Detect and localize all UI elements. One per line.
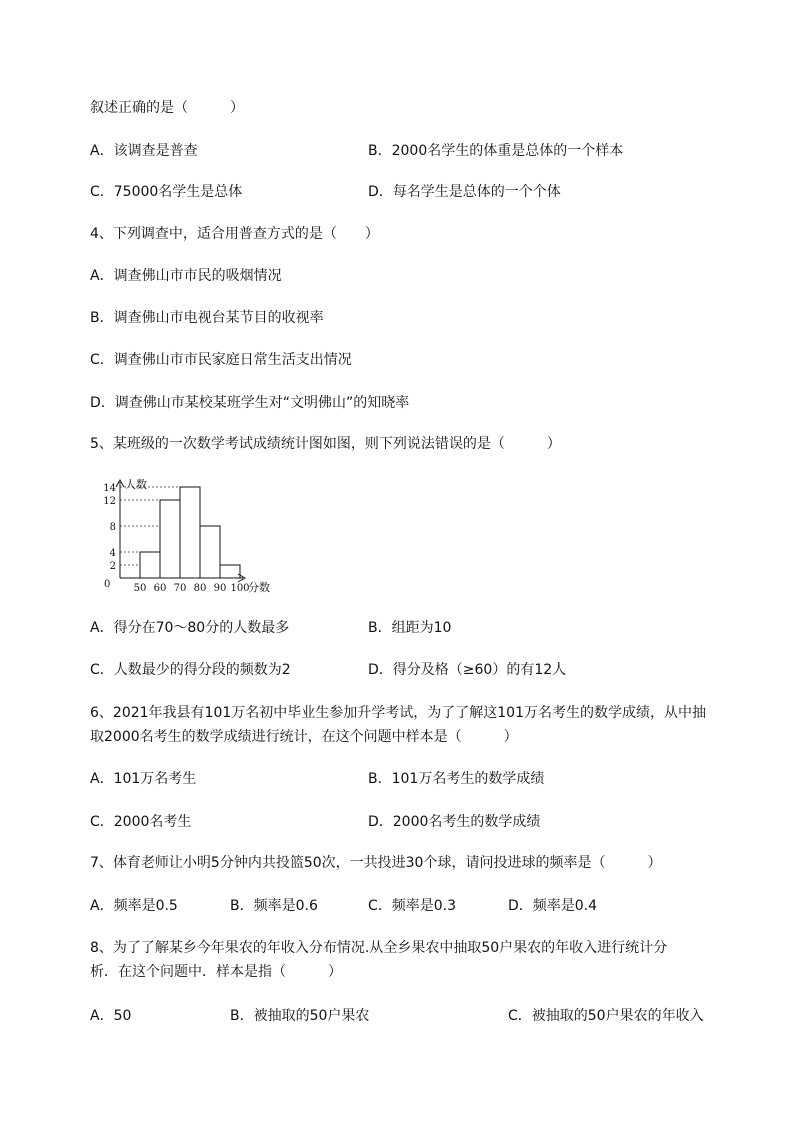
q7-option-c: C．频率是0.3: [368, 898, 457, 914]
q8-option-a: A．50: [90, 1008, 132, 1024]
q5-option-d: D．得分及格（≥60）的有12人: [368, 662, 567, 678]
q4-stem: 4、下列调查中，适合用普查方式的是（ ）: [90, 226, 379, 242]
x-tick-label-90: 90: [213, 583, 227, 594]
histogram-bar-60-70: [160, 500, 180, 578]
q7-stem: 7、体育老师让小明5分钟内共投篮50次，一共投进30个球，请问投进球的频率是（ ）: [90, 855, 662, 871]
y-tick-label-12: 12: [103, 496, 116, 507]
y-tick-label-8: 8: [109, 522, 116, 533]
q6-option-d: D．2000名考生的数学成绩: [368, 814, 541, 830]
x-axis-label: 分数: [248, 581, 270, 594]
score-histogram: [90, 474, 280, 596]
x-tick-label-100: 100: [230, 583, 250, 594]
q5-stem: 5、某班级的一次数学考试成绩统计图如图，则下列说法错误的是（ ）: [90, 436, 561, 452]
y-tick-label-14: 14: [103, 483, 116, 494]
x-tick-label-70: 70: [173, 583, 187, 594]
q6-option-c: C．2000名考生: [90, 814, 192, 830]
q8-stem-line1: 8、为了了解某乡今年果农的年收入分布情况.从全乡果农中抽取50户果农的年收入进行统计分: [90, 940, 668, 956]
q4-option-a: A．调查佛山市市民的吸烟情况: [90, 268, 282, 284]
x-tick-label-50: 50: [133, 583, 147, 594]
origin-label: 0: [104, 579, 111, 590]
q6-option-a: A．101万名考生: [90, 771, 197, 787]
histogram-bar-80-90: [200, 526, 220, 578]
q5-option-a: A．得分在70～80分的人数最多: [90, 620, 290, 636]
q7-option-d: D．频率是0.4: [508, 898, 598, 914]
q7-option-b: B．频率是0.6: [230, 898, 318, 914]
q4-option-b: B．调查佛山市电视台某节目的收视率: [90, 310, 324, 326]
q4-option-c: C．调查佛山市市民家庭日常生活支出情况: [90, 352, 352, 368]
q5-option-c: C．人数最少的得分段的频数为2: [90, 662, 291, 678]
q3-option-b: B．2000名学生的体重是总体的一个样本: [368, 143, 624, 159]
q8-stem-line2: 析．在这个问题中．样本是指（ ）: [90, 964, 342, 980]
q4-option-d: D．调查佛山市某校某班学生对“文明佛山”的知晓率: [90, 395, 410, 411]
histogram-bar-50-60: [140, 552, 160, 578]
x-tick-label-60: 60: [153, 583, 167, 594]
q3-option-d: D．每名学生是总体的一个个体: [368, 184, 561, 200]
q3-option-c: C．75000名学生是总体: [90, 184, 243, 200]
histogram-bar-70-80: [180, 487, 200, 578]
y-tick-label-4: 4: [109, 548, 116, 559]
q7-option-a: A．频率是0.5: [90, 898, 178, 914]
q3-option-a: A．该调查是普查: [90, 143, 198, 159]
q6-stem-line1: 6、2021年我县有101万名初中毕业生参加升学考试，为了了解这101万名考生的数学成绩，从中抽: [90, 705, 706, 721]
q3-stem-tail: 叙述正确的是（ ）: [90, 100, 244, 116]
q6-option-b: B．101万名考生的数学成绩: [368, 771, 545, 787]
q5-option-b: B．组距为10: [368, 620, 452, 636]
q8-option-b: B．被抽取的50户果农: [230, 1008, 370, 1024]
q6-stem-line2: 取2000名考生的数学成绩进行统计，在这个问题中样本是（ ）: [90, 729, 518, 745]
histogram-bar-90-100: [220, 565, 240, 578]
x-tick-label-80: 80: [193, 583, 207, 594]
y-tick-label-2: 2: [109, 561, 116, 572]
y-axis-label: 人数: [125, 478, 147, 491]
q8-option-c: C．被抽取的50户果农的年收入: [508, 1008, 704, 1024]
